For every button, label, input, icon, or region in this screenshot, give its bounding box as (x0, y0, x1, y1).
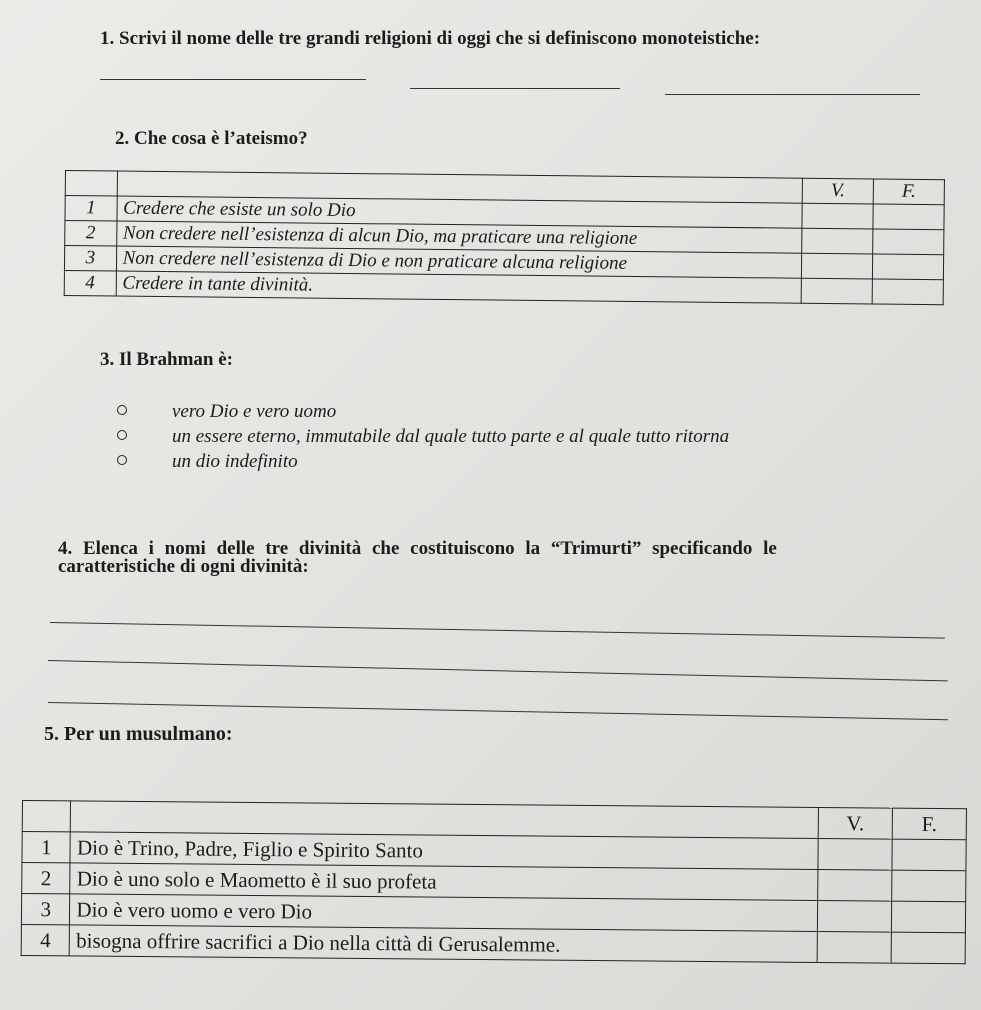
true-checkbox-cell[interactable] (818, 838, 892, 870)
option-radio-3[interactable] (117, 455, 127, 465)
option-label-2: un essere eterno, immutabile dal quale tutto parte e al quale tutto ritorna (172, 426, 730, 447)
true-checkbox-cell[interactable] (802, 228, 873, 254)
row-number: 3 (64, 246, 116, 272)
row-number: 3 (21, 894, 70, 925)
answer-line-4b[interactable] (48, 660, 948, 681)
statement-text: Non credere nell’esistenza di Dio e non praticare alcuna religione (116, 246, 802, 278)
answer-line-1a[interactable] (100, 79, 366, 80)
question-5: 5. Per un musulmano: (44, 723, 233, 745)
question-2: 2. Che cosa è l’ateismo? (115, 128, 308, 149)
answer-line-1b[interactable] (410, 88, 620, 89)
answer-line-4a[interactable] (50, 622, 945, 639)
statement-text: Dio è uno solo e Maometto è il suo profeta (70, 863, 818, 901)
true-checkbox-cell[interactable] (818, 869, 892, 901)
false-checkbox-cell[interactable] (873, 204, 944, 230)
false-column-header: F. (892, 808, 966, 840)
true-checkbox-cell[interactable] (802, 203, 873, 229)
question-3: 3. Il Brahman è: (100, 349, 233, 370)
false-checkbox-cell[interactable] (891, 932, 965, 964)
statement-text: Credere in tante divinità. (116, 271, 802, 303)
false-column-header: F. (873, 179, 944, 205)
row-number: 4 (64, 270, 116, 296)
question-4-line-2: caratteristiche di ogni divinità: (58, 556, 309, 577)
statement-text: Credere che esiste un solo Dio (117, 196, 803, 228)
row-number: 2 (22, 863, 71, 894)
question-1: 1. Scrivi il nome delle tre grandi religioni di oggi che si definiscono monoteistiche: (100, 28, 761, 49)
true-checkbox-cell[interactable] (817, 900, 891, 932)
row-number: 4 (21, 924, 70, 955)
true-checkbox-cell[interactable] (801, 278, 872, 304)
false-checkbox-cell[interactable] (892, 870, 966, 902)
false-checkbox-cell[interactable] (872, 279, 943, 305)
statement-text: Dio è Trino, Padre, Figlio e Spirito Santo (70, 832, 818, 870)
row-number: 1 (22, 832, 71, 863)
false-checkbox-cell[interactable] (873, 229, 944, 255)
false-checkbox-cell[interactable] (891, 901, 965, 933)
option-radio-1[interactable] (117, 405, 127, 415)
statement-text: Dio è vero uomo e vero Dio (70, 894, 818, 932)
atheism-true-false-table (64, 170, 945, 305)
option-radio-2[interactable] (117, 430, 127, 440)
true-checkbox-cell[interactable] (802, 253, 873, 279)
muslim-true-false-table (21, 800, 967, 964)
answer-line-1c[interactable] (665, 94, 920, 95)
answer-line-4c[interactable] (48, 702, 948, 720)
row-number: 2 (65, 221, 117, 247)
question-4-line-1: 4. Elenca i nomi delle tre divinità che costituiscono la “Trimurti” specificando le (58, 538, 777, 559)
row-number: 1 (65, 196, 117, 222)
false-checkbox-cell[interactable] (872, 254, 943, 280)
option-label-3: un dio indefinito (172, 451, 298, 472)
statement-text: Non credere nell’esistenza di alcun Dio, ma praticare una religione (116, 221, 802, 253)
false-checkbox-cell[interactable] (892, 839, 966, 871)
true-checkbox-cell[interactable] (817, 931, 891, 963)
option-label-1: vero Dio e vero uomo (172, 401, 337, 422)
true-column-header: V. (802, 178, 873, 204)
true-column-header: V. (818, 807, 892, 839)
statement-text: bisogna offrire sacrifici a Dio nella città di Gerusalemme. (70, 925, 818, 963)
